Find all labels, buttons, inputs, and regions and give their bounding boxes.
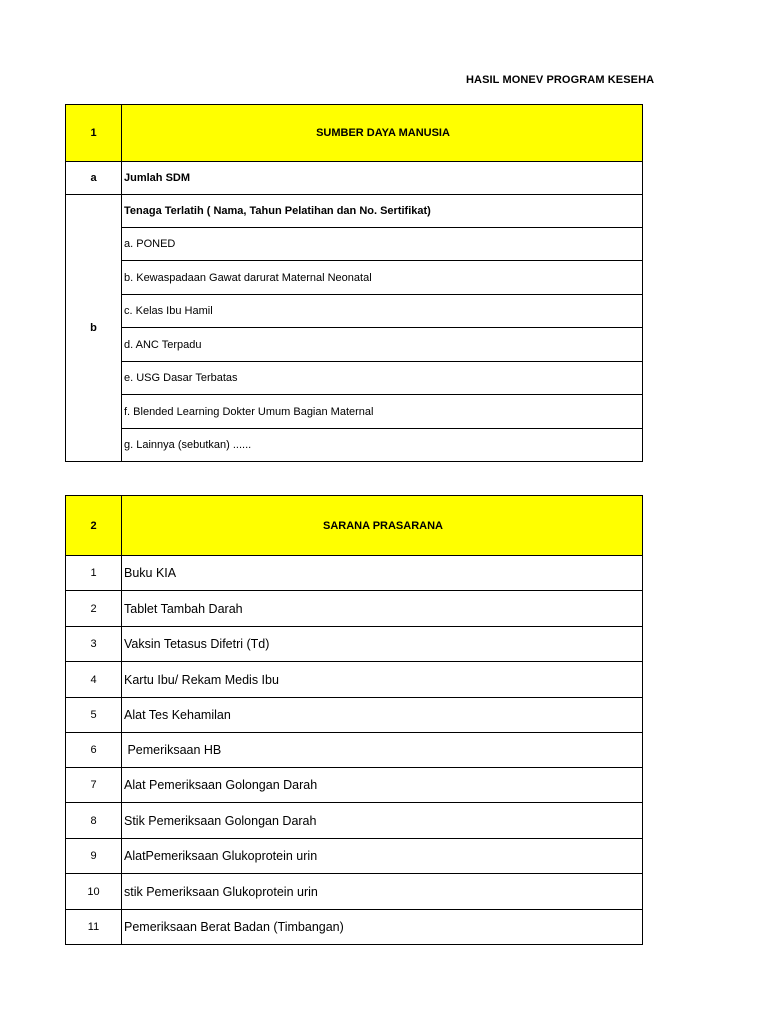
- row-number: 8: [66, 803, 122, 839]
- row-text: Tenaga Terlatih ( Nama, Tahun Pelatihan dan No. Sertifikat): [122, 195, 643, 228]
- row-label: b: [66, 195, 122, 462]
- table-row: [66, 698, 643, 733]
- table-row: [66, 910, 643, 945]
- row-number: 6: [66, 733, 122, 768]
- row-text: Kartu Ibu/ Rekam Medis Ibu: [122, 662, 643, 698]
- section-header-row: [66, 496, 643, 556]
- row-number: 7: [66, 768, 122, 803]
- row-text: g. Lainnya (sebutkan) ......: [122, 429, 643, 462]
- row-number: 5: [66, 698, 122, 733]
- sarana-table: [65, 495, 643, 945]
- row-label: a: [66, 162, 122, 195]
- row-number: 4: [66, 662, 122, 698]
- sdm-table: [65, 104, 643, 462]
- row-number: 9: [66, 839, 122, 874]
- row-number: 2: [66, 591, 122, 627]
- row-text: b. Kewaspadaan Gawat darurat Maternal Neonatal: [122, 261, 643, 295]
- table-row: [66, 627, 643, 662]
- table-row: [66, 839, 643, 874]
- table-row: [66, 261, 643, 295]
- row-text: Pemeriksaan HB: [122, 733, 643, 768]
- row-number: 10: [66, 874, 122, 910]
- row-text: Jumlah SDM: [122, 162, 643, 195]
- table-row: [66, 591, 643, 627]
- table-row: [66, 803, 643, 839]
- table-row: [66, 195, 643, 228]
- row-text: a. PONED: [122, 228, 643, 261]
- row-text: d. ANC Terpadu: [122, 328, 643, 362]
- row-text: stik Pemeriksaan Glukoprotein urin: [122, 874, 643, 910]
- table-row: [66, 395, 643, 429]
- row-text: AlatPemeriksaan Glukoprotein urin: [122, 839, 643, 874]
- row-text: Buku KIA: [122, 556, 643, 591]
- table-row: [66, 874, 643, 910]
- row-text: Tablet Tambah Darah: [122, 591, 643, 627]
- row-text: Alat Tes Kehamilan: [122, 698, 643, 733]
- row-number: 1: [66, 556, 122, 591]
- table-row: [66, 162, 643, 195]
- section-heading: SUMBER DAYA MANUSIA: [122, 105, 643, 162]
- table-row: [66, 429, 643, 462]
- row-text: Alat Pemeriksaan Golongan Darah: [122, 768, 643, 803]
- table-row: [66, 295, 643, 328]
- table-row: [66, 556, 643, 591]
- row-number: 11: [66, 910, 122, 945]
- table-row: [66, 733, 643, 768]
- section-header-row: [66, 105, 643, 162]
- row-text: f. Blended Learning Dokter Umum Bagian Maternal: [122, 395, 643, 429]
- row-text: Vaksin Tetasus Difetri (Td): [122, 627, 643, 662]
- row-text: Stik Pemeriksaan Golongan Darah: [122, 803, 643, 839]
- table-row: [66, 768, 643, 803]
- document-title: HASIL MONEV PROGRAM KESEHA: [466, 74, 655, 86]
- row-text: c. Kelas Ibu Hamil: [122, 295, 643, 328]
- table-row: [66, 362, 643, 395]
- section-heading: SARANA PRASARANA: [122, 496, 643, 556]
- table-row: [66, 228, 643, 261]
- row-number: 3: [66, 627, 122, 662]
- section-number: 1: [66, 105, 122, 162]
- row-text: Pemeriksaan Berat Badan (Timbangan): [122, 910, 643, 945]
- table-row: [66, 662, 643, 698]
- table-row: [66, 328, 643, 362]
- row-text: e. USG Dasar Terbatas: [122, 362, 643, 395]
- section-number: 2: [66, 496, 122, 556]
